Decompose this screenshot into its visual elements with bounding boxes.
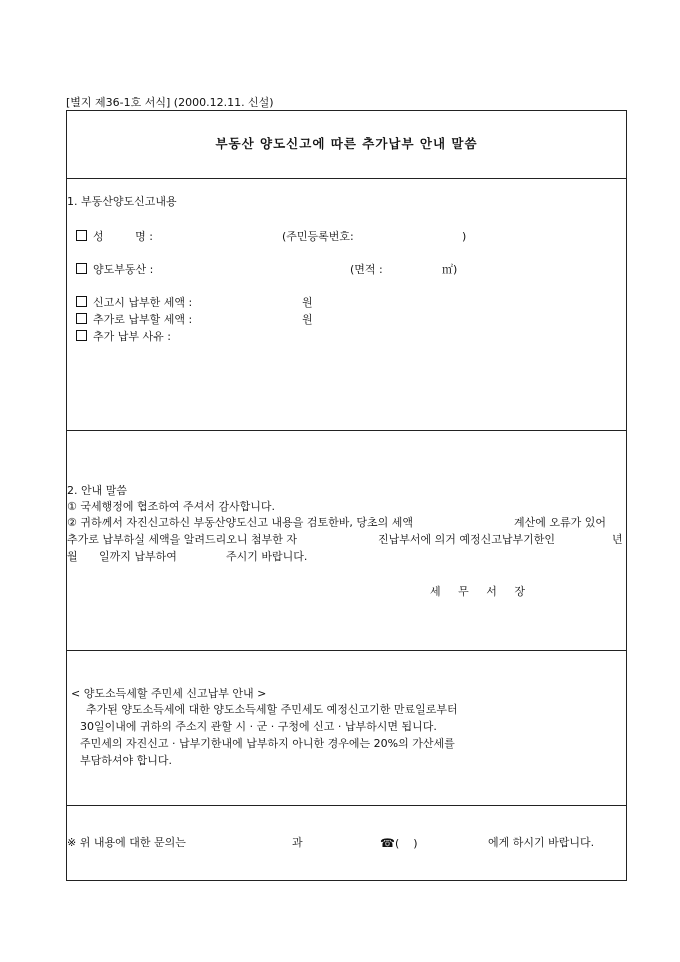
additional-tax-unit: 원 (302, 313, 313, 326)
inquiry-suffix: 에게 하시기 바랍니다. (488, 836, 595, 849)
notice-line-2b: 계산에 오류가 있어 (514, 516, 607, 529)
reported-tax-unit: 원 (302, 296, 313, 309)
reported-tax-label: 신고시 납부한 세액 : (93, 296, 193, 309)
phone-row (380, 836, 418, 851)
section1-heading: 1. 부동산양도신고내용 (67, 195, 177, 208)
name-label: 성 명 : (93, 230, 153, 243)
divider-section1 (66, 430, 627, 431)
resident-tax-line-3: 주민세의 자진신고 · 납부기한내에 납부하지 아니한 경우에는 20%의 가산세를 (80, 737, 455, 750)
resident-number-close: ) (462, 230, 467, 243)
notice-line-4c: 주시기 바랍니다. (226, 550, 308, 563)
additional-tax-label: 추가로 납부할 세액 : (93, 313, 193, 326)
resident-tax-line-1: 추가된 양도소득세에 대한 양도소득세할 주민세도 예정신고기한 만료일로부터 (86, 703, 458, 716)
resident-number-label: (주민등록번호: (282, 230, 354, 243)
section2-heading: 2. 안내 말씀 (67, 484, 127, 497)
property-checkbox[interactable] (76, 263, 87, 274)
reason-checkbox[interactable] (76, 330, 87, 341)
divider-section3 (66, 805, 627, 806)
page-title: 부동산 양도신고에 따른 추가납부 안내 말씀 (215, 136, 478, 151)
area-label: (면적 : (350, 263, 383, 276)
area-unit: ㎡) (442, 263, 458, 276)
reported-tax-row (76, 296, 192, 310)
additional-tax-checkbox[interactable] (76, 313, 87, 324)
reported-tax-checkbox[interactable] (76, 296, 87, 307)
reason-row (76, 330, 171, 344)
reason-label: 추가 납부 사유 : (93, 330, 171, 343)
section3-heading: < 양도소득세할 주민세 신고납부 안내 > (71, 687, 267, 700)
notice-line-4b: 일까지 납부하여 (99, 550, 177, 563)
phone-number: ( ) (394, 837, 418, 850)
resident-tax-line-2: 30일이내에 귀하의 주소지 관할 시 · 군 · 구청에 신고 · 납부하시면 됩니다. (80, 720, 437, 733)
form-number-note: [별지 제36-1호 서식] (2000.12.11. 신설) (66, 96, 274, 109)
inquiry-prefix: ※ 위 내용에 대한 문의는 (67, 836, 186, 849)
notice-line-2a: ② 귀하께서 자진신고하신 부동산양도신고 내용을 검토한바, 당초의 세액 (67, 516, 413, 529)
property-label: 양도부동산 : (93, 263, 154, 276)
notice-line-3a: 추가로 납부하실 세액을 알려드리오니 첨부한 자 (67, 533, 298, 546)
notice-line-3c: 년 (612, 533, 623, 546)
notice-line-4a: 월 (67, 550, 78, 563)
phone-icon: ☎ (380, 836, 395, 850)
notice-line-1: ① 국세행정에 협조하여 주셔서 감사합니다. (67, 500, 275, 513)
name-row (76, 230, 153, 244)
notice-line-3b: 진납부서에 의거 예정신고납부기한인 (378, 533, 556, 546)
name-checkbox[interactable] (76, 230, 87, 241)
inquiry-middle: 과 (292, 836, 303, 849)
divider-section2 (66, 650, 627, 651)
divider-title (66, 178, 627, 179)
resident-tax-line-4: 부담하셔야 합니다. (80, 754, 173, 767)
additional-tax-row (76, 313, 192, 327)
property-row (76, 263, 153, 277)
tax-office-signature: 세 무 서 장 (430, 585, 525, 598)
